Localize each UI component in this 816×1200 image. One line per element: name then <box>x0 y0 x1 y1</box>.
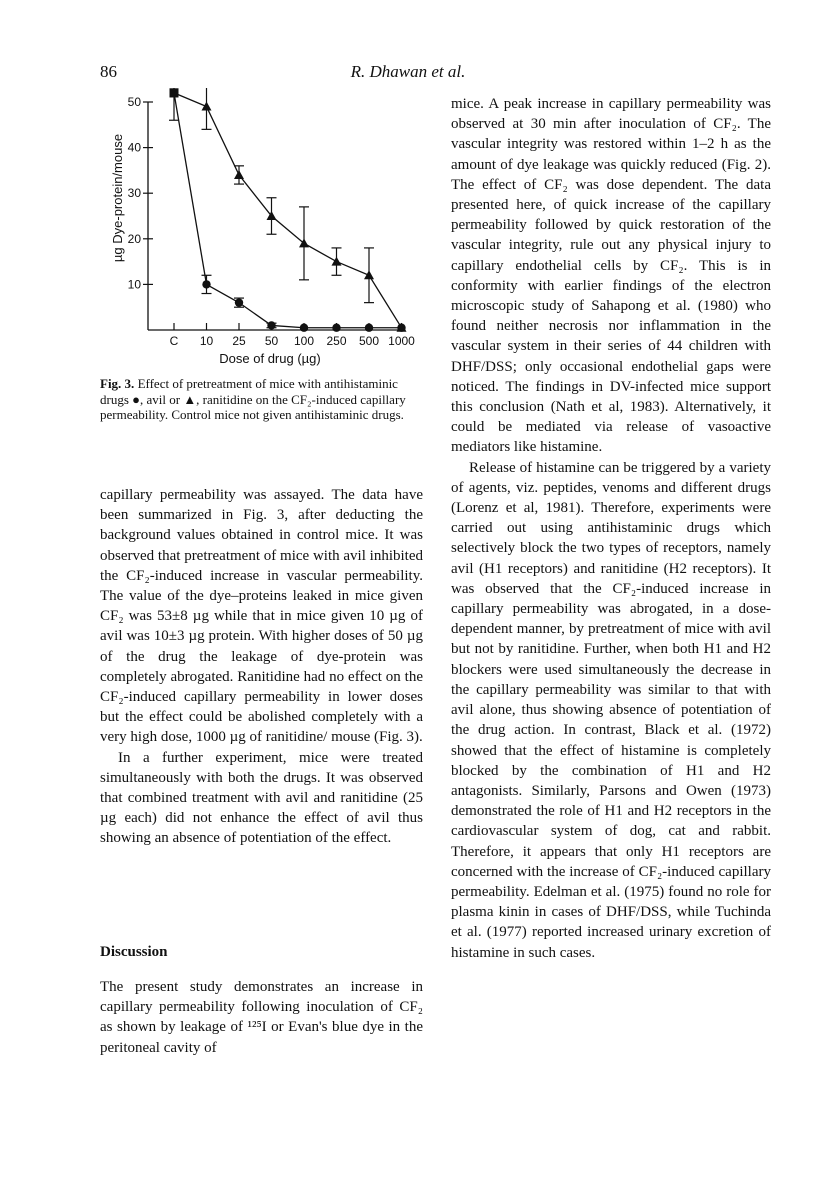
data-point-triangle <box>234 170 244 179</box>
x-axis-label: Dose of drug (µg) <box>219 351 321 366</box>
left-column-bottom <box>100 977 423 1058</box>
data-point-circle <box>365 324 373 332</box>
data-point-circle <box>267 321 275 329</box>
x-tick-label: 250 <box>326 334 347 348</box>
control-point <box>170 88 179 97</box>
data-point-circle <box>332 324 340 332</box>
x-tick-label: 500 <box>358 334 380 348</box>
data-point-triangle <box>364 270 374 279</box>
data-point-triangle <box>332 257 342 266</box>
figure-caption <box>100 376 430 423</box>
data-point-triangle <box>202 102 212 111</box>
x-tick-label: 1000 <box>388 334 415 348</box>
y-tick-label: 10 <box>127 277 141 292</box>
y-tick-label: 40 <box>127 140 141 155</box>
right-column <box>451 94 771 963</box>
x-tick-label: 25 <box>232 334 246 348</box>
series-line-circle <box>174 93 402 328</box>
x-tick-label: 50 <box>264 334 279 348</box>
data-point-circle <box>235 298 243 306</box>
running-title: R. Dhawan et al. <box>350 62 466 81</box>
y-tick-label: 50 <box>127 95 141 109</box>
x-tick-label: 10 <box>199 334 214 348</box>
paragraph: The present study demonstrates an increase in capillary permeability following inoculation of CF₂ as shown by leakage of ¹²⁵I or Evan's blue dye in the peritoneal cavity of <box>100 979 423 1056</box>
y-axis-label: µg Dye-protein/mouse <box>110 133 125 263</box>
y-tick-label: 30 <box>127 186 141 201</box>
section-heading: Discussion <box>100 944 168 960</box>
caption-text: Effect of pretreatment of mice with antihistaminic drugs ●, avil or ▲, ranitidine on the CF₂-induced capillary permeability. Control mice not given antihistaminic drugs. <box>100 376 406 422</box>
y-tick-label: 20 <box>127 231 141 246</box>
series-line-triangle <box>174 93 402 328</box>
paragraph: In a further experiment, mice were treated simultaneously with both the drugs. It was observed that combined treatment with avil and ranitidine (25 µg each) did not enhance the effect of avil thus showing an absence of potentiation of the effect. <box>100 749 423 847</box>
chart-series <box>169 88 407 332</box>
x-tick-label: C <box>169 334 179 348</box>
figure-3 <box>90 88 435 373</box>
paragraph: mice. A peak increase in capillary permeability was observed at 30 min after inoculation of CF₂. The vascular integrity was restored within 1–2 h as the amount of dye leakage was quickly reduced (Fig. 2). The effect of CF₂ was dose dependent. The data presented here, of quick increase of the capillary permeability followed by quick restoration of the vascular integrity, rule out any physical injury to capillary endothelial cells by CF₂. This is in conformity with earlier findings of the electron microscopic study of Sahapong et al. (1980) who found neither necrosis nor inflammation in the vascular system in their series of 44 children with DHF/DSS; only occasional endothelial gaps were noticed. The findings in DV-infected mice support this conclusion (Nath et al, 1983). Alternatively, it could be mediated via release of vasoactive mediators like histamine. <box>451 96 771 456</box>
chart-axes <box>148 102 405 330</box>
page-number: 86 <box>100 62 117 81</box>
caption-label: Fig. 3. <box>100 376 135 391</box>
paragraph: capillary permeability was assayed. The data have been summarized in Fig. 3, after deducting the background values obtained in control mice. It was observed that pretreatment of mice with avil inhibited the CF₂-induced increase in vascular permeability. The value of the dye–proteins leaked in mice given CF₂ was 53±8 µg while that in mice given 10 µg of avil was 10±3 µg protein. With higher doses of 50 µg of the drug the leakage of dye-protein was completely abrogated. Ranitidine had no effect on the CF₂-induced capillary permeability in lower doses but the effect could be abolished completely with a very high dose, 1000 µg of ranitidine/ mouse (Fig. 3). <box>100 487 423 746</box>
x-tick-label: 100 <box>293 334 315 348</box>
paragraph: Release of histamine can be triggered by a variety of agents, viz. peptides, venoms and different drugs (Lorenz et al, 1981). Therefore, experiments were carried out using antihistaminic drugs which selectively block the two types of receptors, namely avil (H1 receptors) and ranitidine (H2 receptors). It was observed that the CF₂-induced increase in capillary permeability was abrogated, in a dose-dependent manner, by pretreatment of mice with avil but not by ranitidine. Further, when both H1 and H2 blockers were used simultaneously the decrease in the capillary permeability was similar to that with avil alone, thus showing absence of potentiation of the drug action. In contrast, Black et al. (1972) showed that the effect of histamine is completely blocked by the combination of H1 and H2 antagonists. Similarly, Parsons and Owen (1973) demonstrated the role of H1 and H2 receptors in the cardiovascular system of dog, cat and rabbit. Therefore, it appears that only H1 receptors are concerned with the increase of CF₂-induced capillary permeability. Edelman et al. (1975) found no role for plasma kinin in cases of DHF/DSS, while Tuchinda et al. (1977) reported increased urinary excretion of histamine in such cases. <box>451 459 771 961</box>
data-point-circle <box>300 324 308 332</box>
dose-response-chart <box>90 88 435 373</box>
left-column-top <box>100 485 423 849</box>
data-point-circle <box>202 280 210 288</box>
